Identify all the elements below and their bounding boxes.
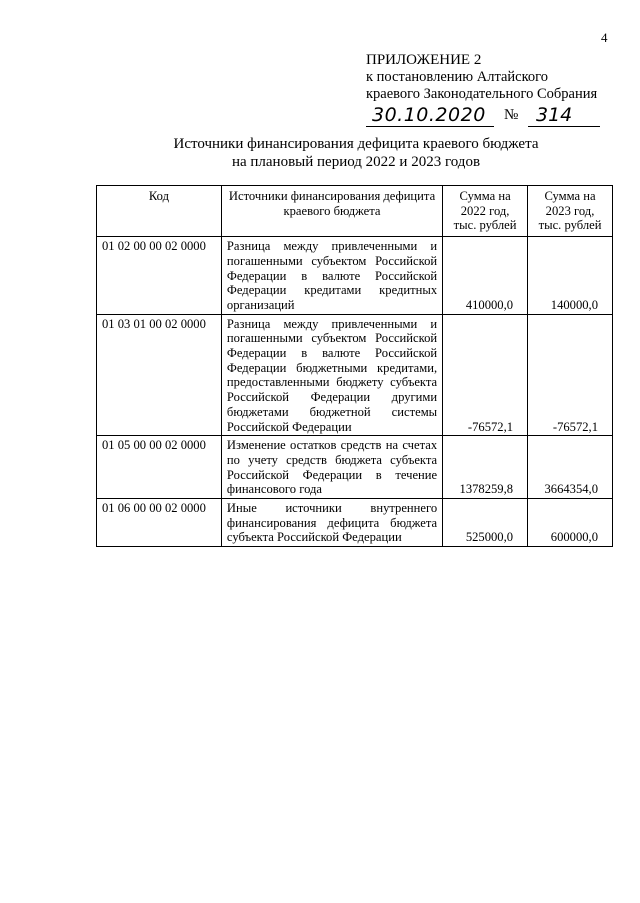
row-name: Разница между привлеченными и погашенными субъектом Российской Федерации в валюте Российской Федерации бюджетными кредитами, предоставленными бюджету субъекта Российской Федерации другими бюджетами бюджетной системы Российской Федерации bbox=[221, 314, 442, 436]
page-number: 4 bbox=[601, 30, 608, 45]
row-sum-2023: 3664354,0 bbox=[528, 436, 613, 499]
table-row bbox=[97, 499, 613, 547]
row-sum-2023: -76572,1 bbox=[528, 314, 613, 436]
header-code: Код bbox=[97, 186, 222, 237]
row-code: 01 05 00 00 02 0000 bbox=[97, 436, 222, 499]
row-code: 01 02 00 00 02 0000 bbox=[97, 237, 222, 315]
row-sum-2023: 140000,0 bbox=[528, 237, 613, 315]
appendix-title: ПРИЛОЖЕНИЕ 2 bbox=[366, 52, 482, 68]
document-title-line-1: Источники финансирования дефицита краевого бюджета bbox=[173, 136, 539, 152]
handwritten-number: 314 bbox=[528, 104, 600, 127]
row-sum-2022: -76572,1 bbox=[443, 314, 528, 436]
row-code: 01 03 01 00 02 0000 bbox=[97, 314, 222, 436]
row-name: Разница между привлеченными и погашенными субъектом Российской Федерации в валюте Российской Федерации кредитами кредитных организаций bbox=[221, 237, 442, 315]
row-sum-2022: 1378259,8 bbox=[443, 436, 528, 499]
row-name: Иные источники внутреннего финансирования дефицита бюджета субъекта Российской Федерации bbox=[221, 499, 442, 547]
header-sum-2022: Сумма на 2022 год, тыс. рублей bbox=[443, 186, 528, 237]
header-source: Источники финансирования дефицита краевого бюджета bbox=[221, 186, 442, 237]
row-sum-2023: 600000,0 bbox=[528, 499, 613, 547]
handwritten-date: 30.10.2020 bbox=[366, 104, 494, 127]
table-row bbox=[97, 314, 613, 436]
appendix-header bbox=[366, 52, 597, 131]
document-title bbox=[96, 135, 616, 171]
appendix-signature-row bbox=[366, 105, 597, 131]
row-sum-2022: 525000,0 bbox=[443, 499, 528, 547]
row-name: Изменение остатков средств на счетах по учету средств бюджета субъекта Российской Федерации в течение финансового года bbox=[221, 436, 442, 499]
header-sum-2023: Сумма на 2023 год, тыс. рублей bbox=[528, 186, 613, 237]
appendix-line-2: краевого Законодательного Собрания bbox=[366, 86, 598, 102]
number-sign: № bbox=[504, 107, 519, 123]
table-header-row bbox=[97, 186, 613, 237]
document-title-line-2: на плановый период 2022 и 2023 годов bbox=[231, 154, 481, 170]
table-row bbox=[97, 237, 613, 315]
table-row bbox=[97, 436, 613, 499]
appendix-line-1: к постановлению Алтайского bbox=[366, 69, 548, 85]
financing-sources-table bbox=[96, 185, 613, 547]
row-sum-2022: 410000,0 bbox=[443, 237, 528, 315]
row-code: 01 06 00 00 02 0000 bbox=[97, 499, 222, 547]
